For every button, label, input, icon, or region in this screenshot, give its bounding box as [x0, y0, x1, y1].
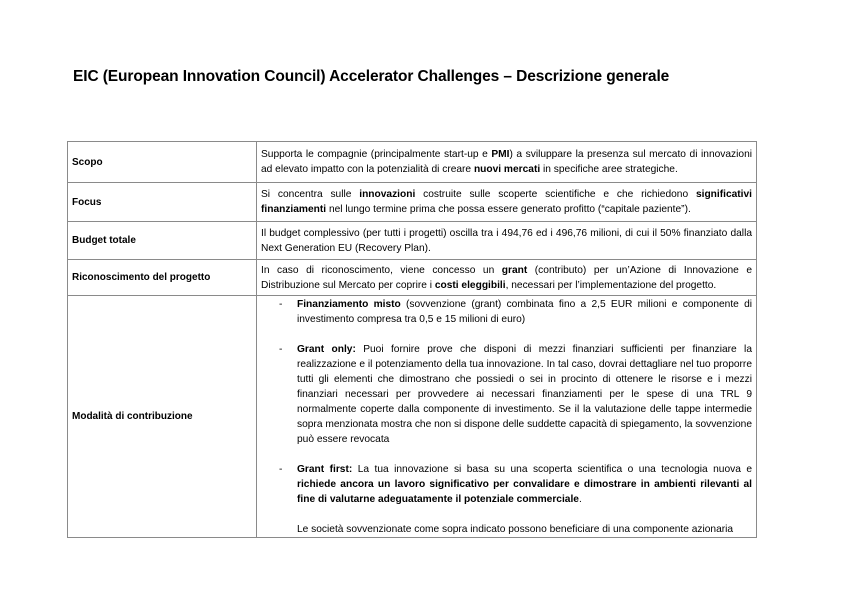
- text-run: nel lungo termine prima che possa essere generato profitto (“capitale paziente”).: [326, 204, 691, 215]
- text-run: In caso di riconoscimento, viene concesso un: [261, 264, 502, 276]
- document-title: EIC (European Innovation Council) Accelerator Challenges – Descrizione generale: [73, 68, 670, 85]
- text-run: (sovvenzione (grant) combinata fino a 2,5 EUR milioni e componente di investimento compresa tra 0,5 e 15 milioni di euro): [297, 299, 753, 325]
- bold-text-run: nuovi mercati: [473, 164, 541, 175]
- row-value-scopo: [257, 142, 757, 183]
- list-item-text: [297, 299, 752, 325]
- bold-text-run: Grant first:: [297, 464, 353, 475]
- bold-text-run: significativi finanziamenti: [261, 189, 752, 215]
- bold-text-run: costi eleggibili: [434, 279, 506, 291]
- text-run: Supporta le compagnie (principalmente start-up e: [261, 149, 492, 160]
- row-value-focus: [257, 183, 757, 222]
- row-value-budget: [257, 222, 757, 260]
- bullet-dash: -: [279, 464, 283, 475]
- list-item-text: [297, 464, 752, 505]
- bold-text-run: grant: [501, 264, 528, 276]
- bold-text-run: Finanziamento misto: [297, 299, 401, 310]
- row-label-scopo: Scopo: [68, 142, 257, 183]
- row-label-focus: Focus: [68, 183, 257, 222]
- modalita-list: [261, 297, 752, 507]
- table-row: [68, 222, 757, 260]
- bold-text-run: innovazioni: [359, 189, 416, 200]
- row-value-riconoscimento: [257, 260, 757, 296]
- row-label-budget: Budget totale: [68, 222, 257, 260]
- row-label-riconoscimento: Riconoscimento del progetto: [68, 260, 257, 296]
- text-run: .: [578, 494, 582, 505]
- text-run: ) a sviluppare la presenza sul mercato di innovazioni ad elevato impatto con la potenzialità di creare: [261, 149, 752, 175]
- text-run: Puoi fornire prove che disponi di mezzi finanziari sufficienti per finanziare la realizzazione e il potenziamento della tua innovazione. In tal caso, dovrai dettagliare nel tuo proporre tutti gli elementi che dimostrano che possiedi o sei in procinto di ottenere le risorse e i mezzi finanziari necessari per provvedere ai necessari finanziamenti per le spese di una TRL 9 normalmente coperte dalla componente di investimento. Se il la valutazione delle tappe intermedie sopra menzionata mostra che non si dispone delle suddette capacità di spiegamento, la sovvenzione può essere revocata: [297, 344, 752, 445]
- table-row: [68, 296, 757, 538]
- table-row: [68, 260, 757, 296]
- bold-text-run: PMI: [491, 149, 510, 160]
- bullet-dash: -: [279, 344, 283, 355]
- text-run: Il budget complessivo (per tutti i progetti) oscilla tra i 494,76 ed i 496,76 milioni, di cui il 50% finanziato dalla Next Generation EU (Recovery Plan).: [261, 227, 752, 254]
- table-row: [68, 183, 757, 222]
- list-item: [261, 342, 752, 447]
- text-run: , necessari per l’implementazione del progetto.: [505, 279, 717, 291]
- info-table: [67, 141, 757, 538]
- table-row: [68, 142, 757, 183]
- row-label-modalita: Modalità di contribuzione: [68, 296, 257, 538]
- bold-text-run: richiede ancora un lavoro significativo per convalidare e dimostrare in ambienti rilevanti al fine di valutarne adeguatamente il potenziale commerciale: [297, 479, 752, 505]
- text-run: costruite sulle scoperte scientifiche e che richiedono: [415, 189, 696, 200]
- list-item: [261, 462, 752, 507]
- list-item: [261, 297, 752, 327]
- text-run: in specifiche aree strategiche.: [540, 164, 678, 175]
- list-item-text: [297, 344, 752, 445]
- bullet-dash: -: [279, 299, 283, 310]
- row-value-modalita: [257, 296, 757, 538]
- text-run: La tua innovazione si basa su una scoperta scientifica o una tecnologia nuova e: [352, 464, 752, 475]
- bold-text-run: Grant only:: [297, 344, 356, 355]
- text-run: (contributo) per un’Azione di Innovazione e Distribuzione sul Mercato per coprire i: [261, 264, 753, 291]
- modalita-tail-text: Le società sovvenzionate come sopra indicato possono beneficiare di una componente azionaria: [297, 524, 734, 535]
- text-run: Si concentra sulle: [261, 189, 360, 200]
